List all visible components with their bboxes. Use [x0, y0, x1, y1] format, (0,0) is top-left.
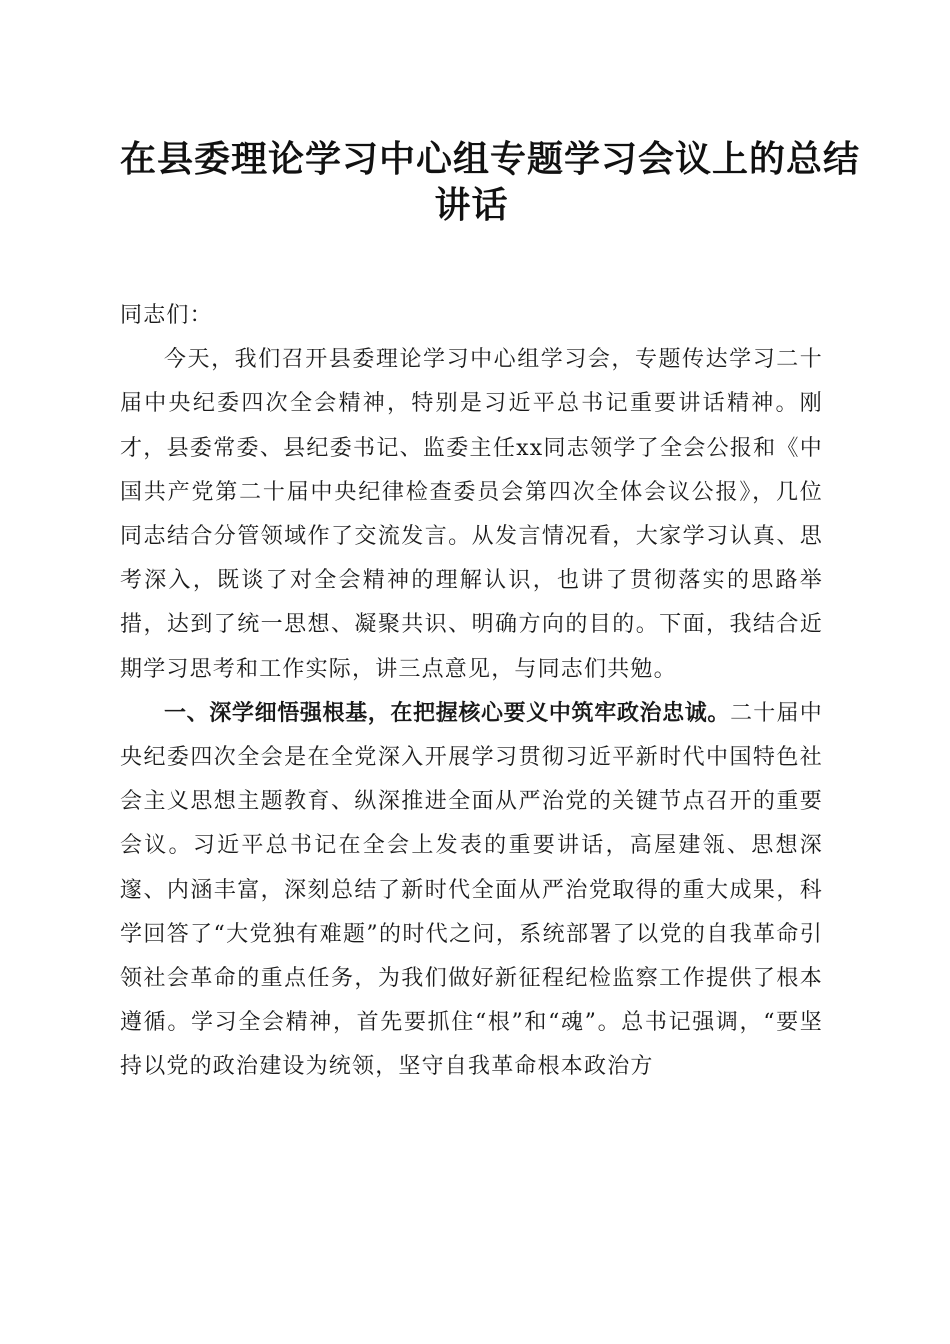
section-1-paragraph: [120, 692, 823, 1090]
title-line-1: 在县委理论学习中心组专题学习会议上的总结: [120, 138, 861, 180]
title-line-2: 讲话: [434, 184, 509, 226]
salutation: 同志们：: [120, 303, 213, 328]
document-body: [120, 294, 823, 1090]
section-1-heading: 一、深学细悟强根基，在把握核心要义中筑牢政治忠诚。: [164, 700, 731, 726]
document-title: [120, 136, 861, 228]
document-page: [120, 0, 861, 1344]
section-1-body: 二十届中央纪委四次全会是在全党深入开展学习贯彻习近平新时代中国特色社会主义思想主题教育、纵深推进全面从严治党的关键节点召开的重要会议。习近平总书记在全会上发表的重要讲话，高屋建瓴、思想深邃、内涵丰富，深刻总结了新时代全面从严治党取得的重大成果，科学回答了“大党独有难题”的时代之问，系统部署了以党的自我革命引领社会革命的重点任务，为我们做好新征程纪检监察工作提供了根本遵循。学习全会精神，首先要抓住“根”和“魂”。总书记强调，“要坚持以党的政治建设为统领，坚守自我革命根本政治方: [120, 700, 823, 1080]
intro-paragraph: 今天，我们召开县委理论学习中心组学习会，专题传达学习二十届中央纪委四次全会精神，特别是习近平总书记重要讲话精神。刚才，县委常委、县纪委书记、监委主任xx同志领学了全会公报和《中国共产党第二十届中央纪律检查委员会第四次全体会议公报》，几位同志结合分管领域作了交流发言。从发言情况看，大家学习认真、思考深入，既谈了对全会精神的理解认识，也讲了贯彻落实的思路举措，达到了统一思想、凝聚共识、明确方向的目的。下面，我结合近期学习思考和工作实际，讲三点意见，与同志们共勉。: [120, 347, 823, 682]
